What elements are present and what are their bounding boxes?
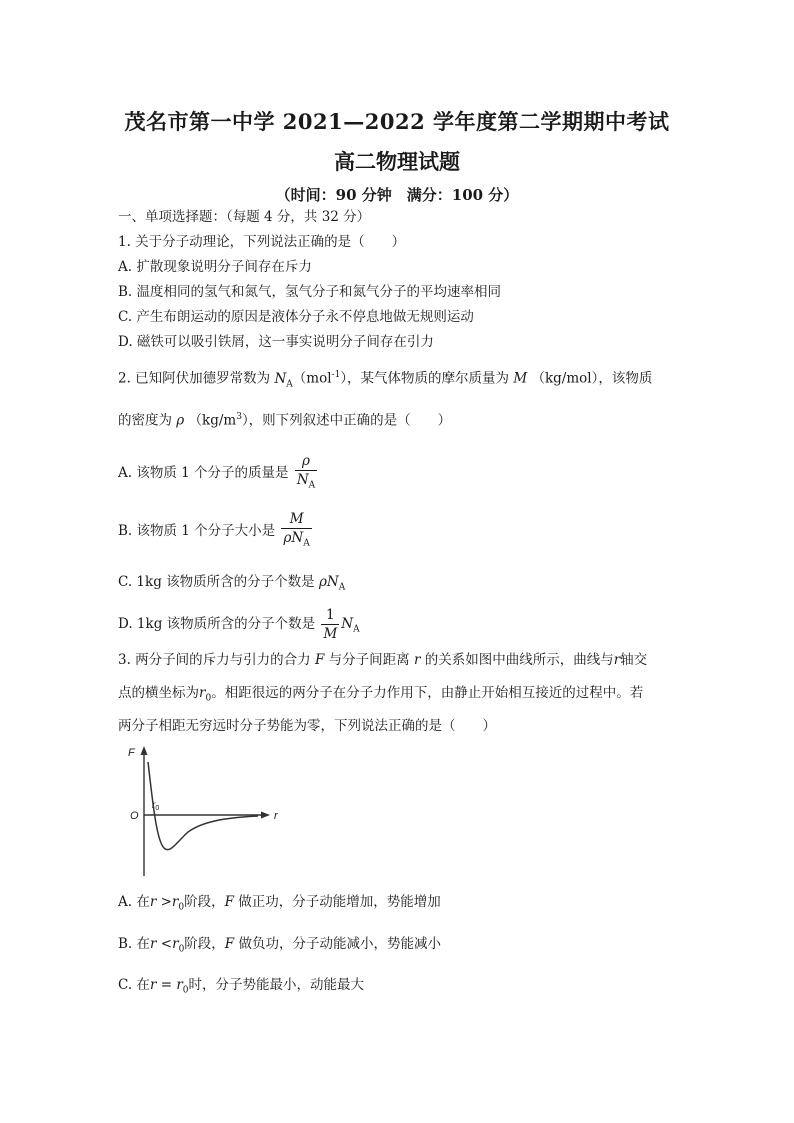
- origin-label: O: [130, 810, 139, 822]
- q3-option-b: B. 在$r <r_0$阶段，F 做负功，分子动能减小，势能减小: [118, 936, 441, 955]
- q3-stem-line2: 点的横坐标为$r_0$。相距很远的两分子在分子力作用下，由静止开始相互接近的过程中。若: [118, 685, 644, 704]
- y-axis-arrow: [141, 746, 148, 755]
- q2-stem-line1: 2. 已知阿伏加德罗常数为 $N_A(mol^{-1})$，某气体物质的摩尔质量为 M （kg/mol），该物质: [118, 370, 653, 390]
- q2-option-c: C. 1kg 该物质所含的分子个数是 $\rho N_A$: [118, 574, 346, 593]
- exam-title: 茂名市第一中学 2021—2022 学年度第二学期期中考试: [124, 109, 670, 134]
- x-axis-arrow: [261, 812, 270, 819]
- q3-option-a: A. 在$r >r_0$阶段，F 做正功，分子动能增加，势能增加: [118, 894, 441, 913]
- q1-option-b: B. 温度相同的氢气和氮气，氢气分子和氮气分子的平均速率相同: [118, 284, 502, 300]
- exam-info: （时间：90 分钟 满分：100 分）: [275, 186, 519, 204]
- q3-stem-line3: 两分子相距无穷远时分子势能为零，下列说法正确的是（ ）: [118, 718, 496, 734]
- r0-label: $r_0$: [152, 800, 160, 812]
- molar-mass-symbol: M: [513, 370, 528, 387]
- unit-text: （mol: [292, 370, 332, 387]
- x-axis-label: r: [274, 810, 278, 822]
- q2-option-d: D. 1kg 该物质所含的分子个数是 $\frac{1}{M}$ $N_A$: [118, 607, 360, 642]
- force-curve: [148, 762, 258, 850]
- q1-stem: 1. 关于分子动理论，下列说法正确的是（ ）: [118, 234, 406, 250]
- fraction-m-over-rho-na: $\frac{M}{\rho N_A}$: [283, 511, 310, 549]
- fraction-one-over-m: $\frac{1}{M}$: [323, 607, 338, 642]
- q1-option-d: D. 磁铁可以吸引铁屑，这一事实说明分子间存在引力: [118, 334, 434, 350]
- avogadro-symbol: $N_A$: [274, 370, 293, 390]
- q3-stem-line1: 3. 两分子间的斥力与引力的合力 F 与分子间距离 r 的关系如图中曲线所示，曲线与r轴交: [118, 652, 648, 668]
- q2-stem-line2: 的密度为 ρ $(kg/m^3)$，则下列叙述中正确的是（ ）: [118, 412, 452, 429]
- q2-stem-text: 2. 已知阿伏加德罗常数为: [118, 370, 271, 387]
- force-distance-graph: [122, 740, 282, 880]
- exam-subtitle: 高二物理试题: [334, 149, 460, 174]
- q2-option-a: A. 该物质 1 个分子的质量是 $\frac{\rho}{N_A}$: [118, 452, 319, 495]
- q3-option-c: C. 在$r = r_0$时，分子势能最小，动能最大: [118, 977, 365, 996]
- rho-na-expression: $\rho N_A$: [318, 574, 346, 593]
- y-axis-label: F: [128, 747, 135, 759]
- section-heading: 一、单项选择题：（每题 4 分，共 32 分）: [118, 209, 371, 225]
- q1-option-c: C. 产生布朗运动的原因是液体分子永不停息地做无规则运动: [118, 309, 474, 325]
- q1-option-a: A. 扩散现象说明分子间存在斥力: [118, 259, 312, 275]
- fraction-rho-over-na: $\frac{\rho}{N_A}$: [296, 453, 316, 491]
- density-symbol: ρ: [176, 412, 185, 429]
- q2-option-b: B. 该物质 1 个分子大小是 $\frac{M}{\rho N_A}$: [118, 510, 314, 553]
